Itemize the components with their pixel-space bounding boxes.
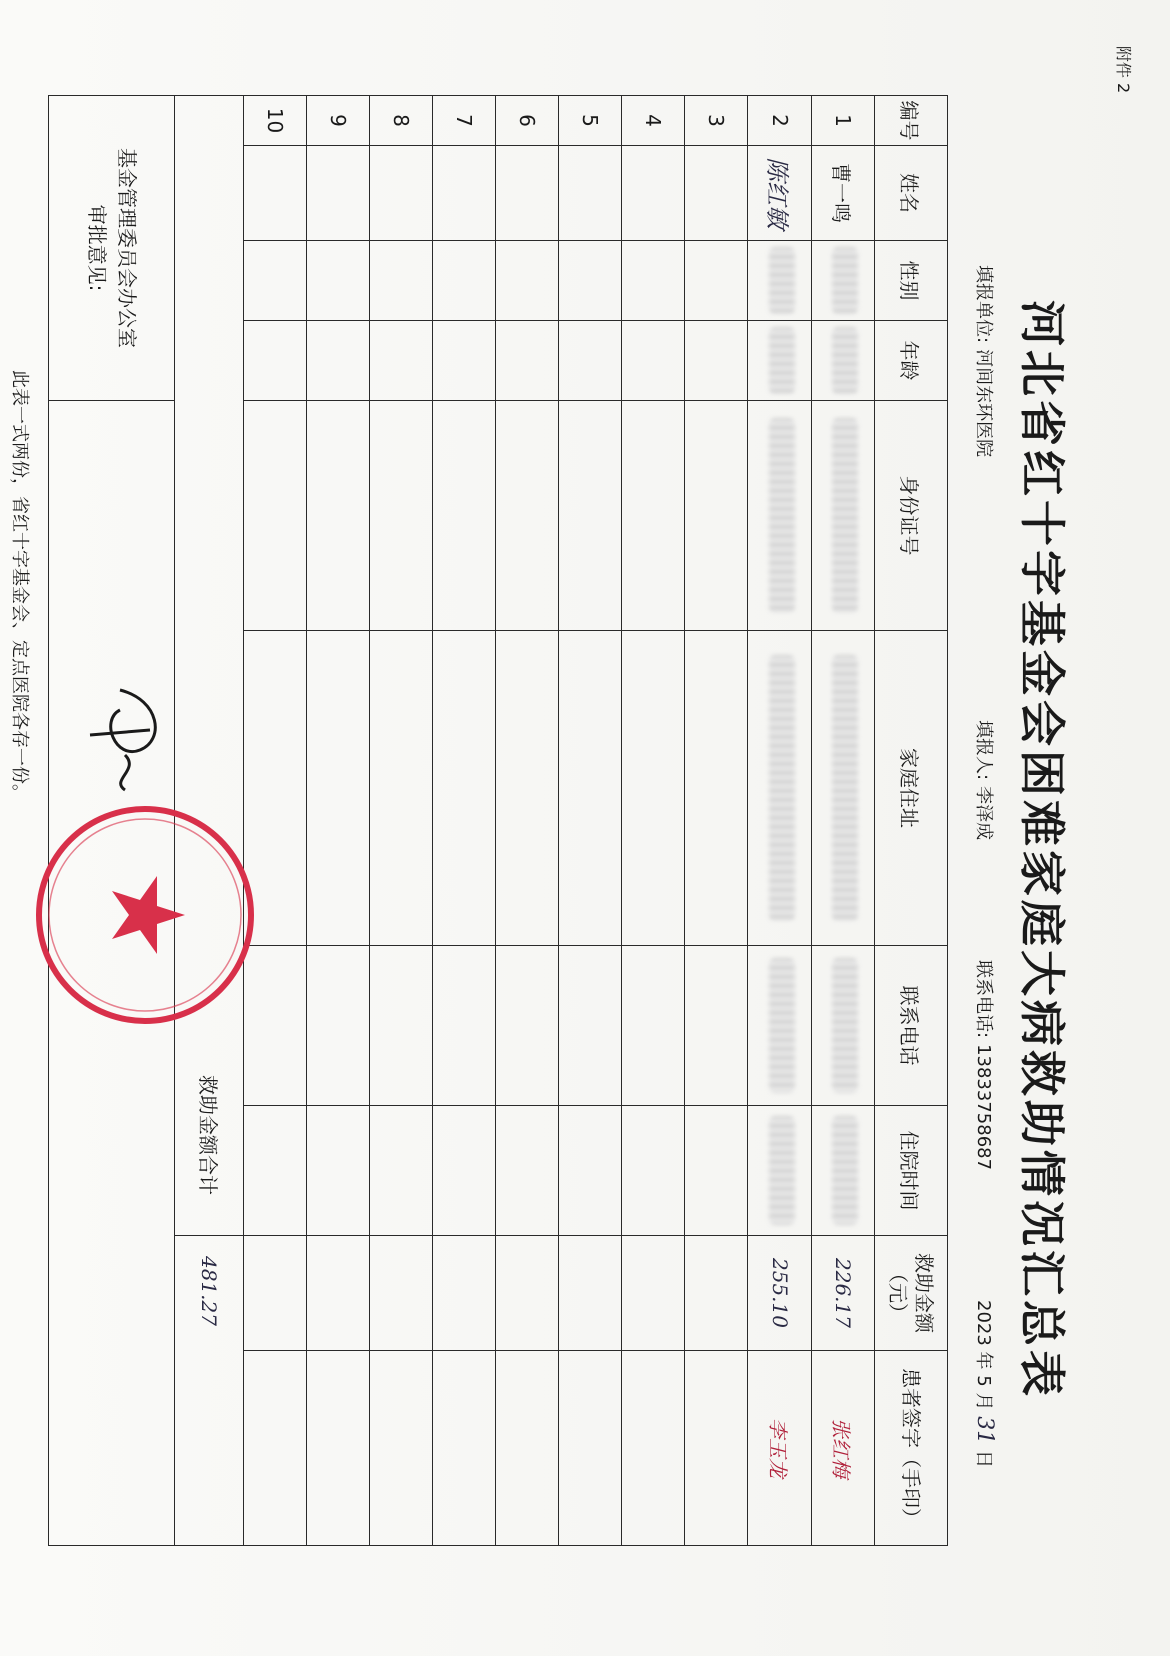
empty-cell bbox=[307, 946, 370, 1106]
empty-cell bbox=[244, 401, 307, 631]
total-value: 481.27 bbox=[175, 1236, 244, 1546]
row-amount bbox=[685, 1236, 748, 1351]
attachment-label: 附件 2 bbox=[1113, 45, 1133, 94]
header-amount: 救助金额（元） bbox=[874, 1236, 947, 1351]
redacted-cell bbox=[748, 401, 811, 631]
empty-cell bbox=[559, 321, 622, 401]
header-hosp-time: 住院时间 bbox=[874, 1106, 947, 1236]
blurred-value bbox=[832, 655, 858, 922]
row-signature bbox=[370, 1351, 433, 1546]
table-row bbox=[433, 96, 496, 1546]
empty-cell bbox=[559, 401, 622, 631]
empty-cell bbox=[685, 401, 748, 631]
row-amount bbox=[622, 1236, 685, 1351]
empty-cell bbox=[370, 321, 433, 401]
blurred-value bbox=[769, 655, 795, 922]
empty-cell bbox=[433, 321, 496, 401]
blurred-value bbox=[769, 247, 795, 314]
blurred-value bbox=[832, 327, 858, 394]
header-row bbox=[874, 96, 947, 1546]
row-amount: 255.10 bbox=[748, 1236, 811, 1351]
empty-cell bbox=[559, 631, 622, 946]
blurred-value bbox=[769, 1116, 795, 1226]
blurred-value bbox=[832, 247, 858, 314]
row-amount bbox=[370, 1236, 433, 1351]
row-amount bbox=[433, 1236, 496, 1351]
header-signature: 患者签字（手印） bbox=[874, 1351, 947, 1546]
approval-signature-mark bbox=[70, 680, 180, 800]
empty-cell bbox=[244, 241, 307, 321]
row-name bbox=[496, 146, 559, 241]
empty-cell bbox=[496, 1106, 559, 1236]
row-name bbox=[244, 146, 307, 241]
empty-cell bbox=[685, 241, 748, 321]
table-row bbox=[685, 96, 748, 1546]
row-no: 4 bbox=[622, 96, 685, 146]
row-name bbox=[685, 146, 748, 241]
row-signature bbox=[496, 1351, 559, 1546]
empty-cell bbox=[433, 1106, 496, 1236]
row-name: 陈红敏 bbox=[748, 146, 811, 241]
row-amount: 226.17 bbox=[811, 1236, 874, 1351]
empty-cell bbox=[307, 321, 370, 401]
reporting-unit: 填报单位:河间东环医院 bbox=[973, 265, 994, 458]
header-age: 年龄 bbox=[874, 321, 947, 401]
empty-cell bbox=[307, 401, 370, 631]
row-signature: 张红梅 bbox=[811, 1351, 874, 1546]
empty-cell bbox=[370, 631, 433, 946]
redacted-cell bbox=[748, 946, 811, 1106]
table-row bbox=[307, 96, 370, 1546]
row-signature bbox=[685, 1351, 748, 1546]
row-signature bbox=[559, 1351, 622, 1546]
organization-seal bbox=[30, 800, 260, 1030]
row-amount bbox=[307, 1236, 370, 1351]
redacted-cell bbox=[811, 401, 874, 631]
redacted-cell bbox=[748, 1106, 811, 1236]
empty-cell bbox=[370, 401, 433, 631]
empty-cell bbox=[496, 321, 559, 401]
row-amount bbox=[559, 1236, 622, 1351]
redacted-cell bbox=[811, 946, 874, 1106]
row-name bbox=[370, 146, 433, 241]
blurred-value bbox=[832, 418, 858, 613]
empty-cell bbox=[433, 401, 496, 631]
empty-cell bbox=[307, 1106, 370, 1236]
row-name bbox=[622, 146, 685, 241]
empty-cell bbox=[622, 631, 685, 946]
approval-label: 基金管理委员会办公室 审批意见: bbox=[49, 96, 175, 401]
blurred-value bbox=[769, 958, 795, 1093]
row-no: 3 bbox=[685, 96, 748, 146]
row-no: 7 bbox=[433, 96, 496, 146]
row-signature bbox=[433, 1351, 496, 1546]
report-date: 2023 年 5 月 31 日 bbox=[972, 1300, 997, 1468]
empty-cell bbox=[433, 946, 496, 1106]
empty-cell bbox=[559, 1106, 622, 1236]
empty-cell bbox=[685, 946, 748, 1106]
table-row bbox=[811, 96, 874, 1546]
empty-cell bbox=[496, 631, 559, 946]
total-label: 救助金额合计 bbox=[175, 96, 244, 1236]
empty-cell bbox=[370, 946, 433, 1106]
redacted-cell bbox=[748, 631, 811, 946]
empty-cell bbox=[244, 1106, 307, 1236]
empty-cell bbox=[307, 631, 370, 946]
empty-cell bbox=[244, 321, 307, 401]
blurred-value bbox=[769, 418, 795, 613]
table-row bbox=[748, 96, 811, 1546]
empty-cell bbox=[685, 1106, 748, 1236]
empty-cell bbox=[496, 241, 559, 321]
row-no: 1 bbox=[811, 96, 874, 146]
empty-cell bbox=[622, 401, 685, 631]
empty-cell bbox=[559, 946, 622, 1106]
redacted-cell bbox=[811, 1106, 874, 1236]
row-no: 2 bbox=[748, 96, 811, 146]
reporter: 填报人:李泽成 bbox=[973, 720, 994, 841]
row-no: 5 bbox=[559, 96, 622, 146]
row-amount bbox=[244, 1236, 307, 1351]
empty-cell bbox=[370, 241, 433, 321]
empty-cell bbox=[307, 241, 370, 321]
form-title: 河北省红十字基金会困难家庭大病救助情况汇总表 bbox=[1015, 300, 1069, 1400]
empty-cell bbox=[622, 1106, 685, 1236]
table-row bbox=[622, 96, 685, 1546]
header-id: 身份证号 bbox=[874, 401, 947, 631]
table-row bbox=[496, 96, 559, 1546]
row-name bbox=[559, 146, 622, 241]
header-phone: 联系电话 bbox=[874, 946, 947, 1106]
redacted-cell bbox=[811, 631, 874, 946]
row-no: 8 bbox=[370, 96, 433, 146]
blurred-value bbox=[769, 327, 795, 394]
empty-cell bbox=[685, 631, 748, 946]
table-row bbox=[559, 96, 622, 1546]
footer-note: 此表一式两份，省红十字基金会、定点医院各存一份。 bbox=[9, 370, 30, 802]
blurred-value bbox=[832, 1116, 858, 1226]
row-signature bbox=[244, 1351, 307, 1546]
empty-cell bbox=[433, 241, 496, 321]
empty-cell bbox=[496, 946, 559, 1106]
redacted-cell bbox=[748, 241, 811, 321]
header-name: 姓名 bbox=[874, 146, 947, 241]
header-address: 家庭住址 bbox=[874, 631, 947, 946]
empty-cell bbox=[622, 241, 685, 321]
header-no: 编号 bbox=[874, 96, 947, 146]
redacted-cell bbox=[811, 241, 874, 321]
row-no: 6 bbox=[496, 96, 559, 146]
empty-cell bbox=[433, 631, 496, 946]
row-no: 9 bbox=[307, 96, 370, 146]
row-signature bbox=[307, 1351, 370, 1546]
row-name: 曹一鸣 bbox=[811, 146, 874, 241]
empty-cell bbox=[622, 321, 685, 401]
empty-cell bbox=[559, 241, 622, 321]
row-no: 10 bbox=[244, 96, 307, 146]
row-name bbox=[433, 146, 496, 241]
empty-cell bbox=[685, 321, 748, 401]
row-amount bbox=[496, 1236, 559, 1351]
empty-cell bbox=[370, 1106, 433, 1236]
row-name bbox=[307, 146, 370, 241]
row-signature bbox=[622, 1351, 685, 1546]
contact-phone: 联系电话:13833758687 bbox=[973, 960, 994, 1171]
row-signature: 李玉龙 bbox=[748, 1351, 811, 1546]
redacted-cell bbox=[748, 321, 811, 401]
empty-cell bbox=[622, 946, 685, 1106]
redacted-cell bbox=[811, 321, 874, 401]
table-row bbox=[370, 96, 433, 1546]
empty-cell bbox=[496, 401, 559, 631]
blurred-value bbox=[832, 958, 858, 1093]
header-gender: 性别 bbox=[874, 241, 947, 321]
